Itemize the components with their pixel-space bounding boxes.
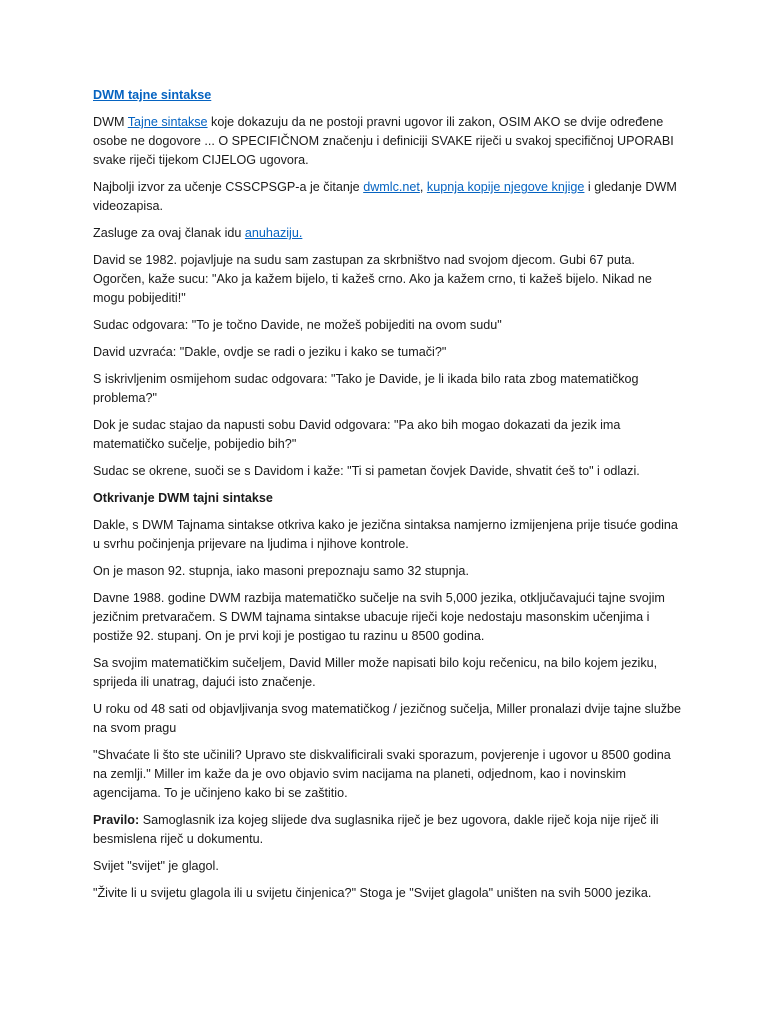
book-purchase-link[interactable]: kupnja kopije njegove knjige — [426, 180, 585, 194]
source-text-pre: Najbolji izvor za učenje CSSCPSGP-a je čitanje — [93, 180, 364, 194]
paragraph-mason: On je mason 92. stupnja, iako masoni prepoznaju samo 32 stupnja. — [93, 564, 469, 578]
source-text-post: i gledanje DWM videozapisa. — [93, 180, 677, 213]
paragraph-verb: Svijet "svijet" je glagol. — [93, 859, 219, 873]
paragraph-judge-reply: Sudac odgovara: "To je točno Davide, ne možeš pobijediti na ovom sudu" — [93, 318, 502, 332]
paragraph-1988: Davne 1988. godine DWM razbija matematičko sučelje na svih 5,000 jezika, otključavajući tajne svojim jezičnim pretvaračem. S DWM tajnama sintakse ubacuje riječi koje nedostaju masonskim učenjima i postiže 92. stupanj. On je prvi koji je postigao tu razinu u 8500 godina. — [93, 591, 665, 643]
intro-text-post: koje dokazuju da ne postoji pravni ugovor ili zakon, OSIM AKO se dvije određene osobe ne dogovore ... O SPECIFIČNOM značenju i definiciji SVAKE riječi u svakoj specifičnoj UPORABI svake riječi tijekom CIJELOG ugovora. — [93, 115, 674, 167]
paragraph-judge-leaves: Sudac se okrene, suoči se s Davidom i kaže: "Ti si pametan čovjek Davide, shvatit ćeš to" i odlazi. — [93, 464, 640, 478]
rule-text: Samoglasnik iza kojeg slijede dva suglasnika riječ je bez ugovora, dakle riječ koja nije riječ ili besmislena riječ u dokumentu. — [93, 813, 659, 846]
anuhaziju-link[interactable]: anuhaziju. — [244, 226, 303, 240]
intro-text-pre: DWM — [93, 115, 128, 129]
paragraph-rule — [93, 811, 683, 849]
paragraph-discovery: Dakle, s DWM Tajnama sintakse otkriva kako je jezična sintaksa namjerno izmijenjena prije tisuće godina u svrhu počinjenja prijevare na ljudima i njihove kontrole. — [93, 518, 678, 551]
section-heading: Otkrivanje DWM tajni sintakse — [93, 491, 273, 505]
credits-text-pre: Zasluge za ovaj članak idu — [93, 226, 245, 240]
paragraph-final: "Živite li u svijetu glagola ili u svijetu činjenica?" Stoga je "Svijet glagola" uništen na svih 5000 jezika. — [93, 886, 652, 900]
paragraph-judge-smile: S iskrivljenim osmijehom sudac odgovara: "Tako je Davide, je li ikada bilo rata zbog matematičkog problema?" — [93, 372, 639, 405]
paragraph-credits — [93, 224, 683, 243]
paragraph-david-proof: Dok je sudac stajao da napusti sobu David odgovara: "Pa ako bih mogao dokazati da jezik ima matematičko sučelje, pobijedio bih?" — [93, 418, 621, 451]
dwmlc-link[interactable]: dwmlc.net — [363, 180, 420, 194]
paragraph-48-hours: U roku od 48 sati od objavljivanja svog matematičkog / jezičnog sučelja, Miller pronalazi dvije tajne službe na svom pragu — [93, 702, 682, 735]
document-page — [93, 86, 683, 911]
rule-label: Pravilo: — [93, 813, 140, 827]
source-text-mid: , — [419, 180, 427, 194]
paragraph-quote: "Shvaćate li što ste učinili? Upravo ste diskvalificirali svaki sporazum, povjerenje i ugovor u 8500 godina na zemlji." Miller im kaže da je ovo objavio svim nacijama na planeti, odjednom, kao i novinskim agencijama. To je učinjeno kako bi se zaštitio. — [93, 748, 671, 800]
tajne-sintakse-link[interactable]: Tajne sintakse — [127, 115, 208, 129]
document-title[interactable]: DWM tajne sintakse — [93, 88, 212, 102]
paragraph-interface: Sa svojim matematičkim sučeljem, David Miller može napisati bilo koju rečenicu, na bilo kojem jeziku, sprijeda ili unatrag, dajući isto značenje. — [93, 656, 658, 689]
paragraph-court: David se 1982. pojavljuje na sudu sam zastupan za skrbništvo nad svojom djecom. Gubi 67 puta. Ogorčen, kaže sucu: "Ako ja kažem bijelo, ti kažeš crno. Ako ja kažem crno, ti kažeš bijelo. Nikad ne mogu pobijediti!" — [93, 253, 652, 305]
paragraph-david-reply: David uzvraća: "Dakle, ovdje se radi o jeziku i kako se tumači?" — [93, 345, 447, 359]
paragraph-intro — [93, 113, 683, 170]
paragraph-source — [93, 178, 683, 216]
